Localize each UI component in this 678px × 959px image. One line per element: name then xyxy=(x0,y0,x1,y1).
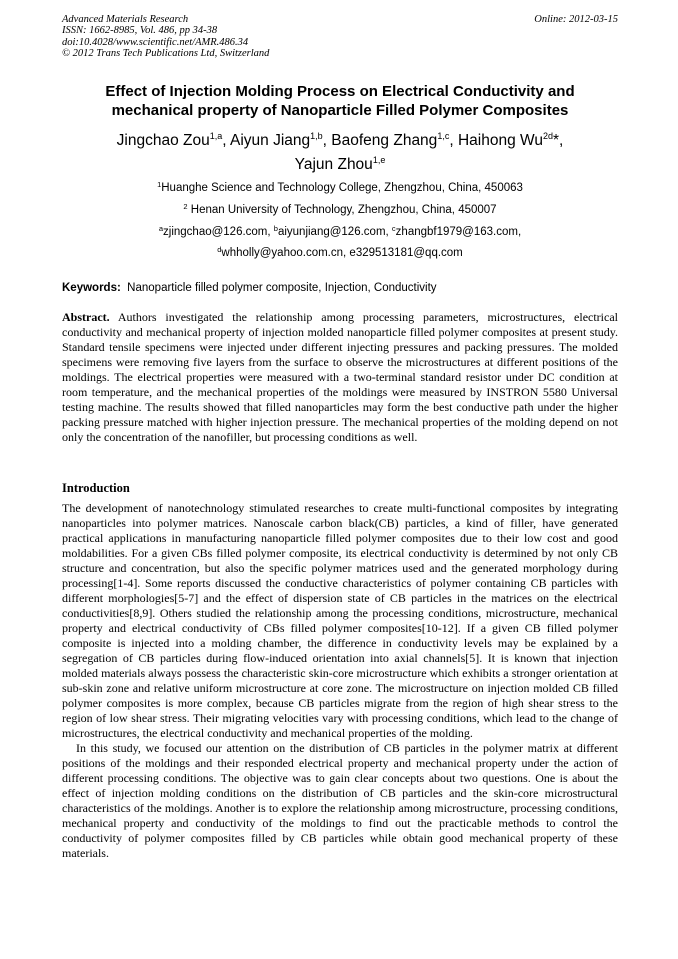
title-line-2: mechanical property of Nanoparticle Filled Polymer Composites xyxy=(111,102,569,119)
author-name: Jingchao Zou xyxy=(116,132,210,149)
email-text: zjingchao@126.com, xyxy=(163,226,274,238)
intro-paragraph-2: In this study, we focused our attention on the distribution of CB particles in the polymer matrix at different positions of the moldings and their responded electrical property and mechanical property under the action of different processing conditions. The objective was to gain clear concepts about two questions. One is about the effect of injection molding conditions on the distribution of CB particles and the skin-core microstructural characteristics of the moldings. Another is to explore the relationship among microstructure, processing conditions, mechanical property and conductivity of the moldings to find out the practicable methods to control the conductivity of polymer composites filled by CB particles while obtain good mechanical property of these materials. xyxy=(62,741,618,860)
affiliation-2 xyxy=(62,203,618,217)
abstract xyxy=(62,310,618,445)
author-affil-sup: 1,b xyxy=(310,131,323,141)
author-name: Baofeng Zhang xyxy=(331,132,438,149)
email-line-2 xyxy=(62,246,618,260)
affiliation-1 xyxy=(62,181,618,195)
keywords-label: Keywords: xyxy=(62,282,121,294)
author-affil-sup: 1,e xyxy=(372,155,386,165)
journal-doi: doi:10.4028/www.scientific.net/AMR.486.34 xyxy=(62,36,249,48)
author-affil-sup: 1,c xyxy=(437,131,450,141)
email-text: whholly@yahoo.com.cn, e329513181@qq.com xyxy=(221,247,463,259)
email-sup: c xyxy=(391,224,396,233)
intro-paragraph-1: The development of nanotechnology stimulated researches to create multi-functional composites by integrating nanoparticles into polymer matrices. Nanoscale carbon black(CB) particles, a kind of filler, have generated practical applications in manufacturing nanoparticle filled polymer composites due to their low cost and good moldabilities. For a given CBs filled polymer composite, its electrical conductivity is determined by not only CB structure and concentration, but also the specific polymer matrices used and the generated morphology during processing[1-4]. Some reports discussed the conductive characteristics of polymer containing CB particles with different morphologies[5-7] and the effect of dispersion state of CB particles in the matrices on the electrical conductivities[8,9]. Others studied the relationship among the processing conditions, microstructure, mechanical property and electrical conductivity of CBs filled polymer composites[10-12]. If a given CB filled polymer composite is injected into a molding chamber, the difference in conductivity levels may be explained by a segregation of CB particles during flow-induced orientation into axial channels[5]. It is known that injection molded materials always possess the characteristic skin-core microstructure which exhibits a stronger orientation at sub-skin zone and relative uniform microstructure at core zone. The microstructure on injection molded CB filled polymer composites is more complex, because CB particles migrate from the region of high shear stress to the region of low shear stress. Their migrating velocities vary with processing conditions, which lead to the change of microstructures, the electrical conductivity and mechanical properties of the molding. xyxy=(62,501,618,740)
email-sup: d xyxy=(217,245,222,254)
journal-name: Advanced Materials Research xyxy=(62,14,189,25)
affiliation-text: Huanghe Science and Technology College, Zhengzhou, China, 450063 xyxy=(161,182,523,194)
affiliation-text: Henan University of Technology, Zhengzhou, China, 450007 xyxy=(187,204,497,216)
email-text: aiyunjiang@126.com, xyxy=(277,226,392,238)
section-heading-introduction: Introduction xyxy=(62,481,130,495)
affiliation-sup: 1 xyxy=(157,180,162,189)
author-name: Haihong Wu xyxy=(457,132,543,149)
author-separator: , xyxy=(449,132,458,149)
keywords xyxy=(62,281,618,295)
abstract-label: Abstract. xyxy=(62,310,110,324)
author-separator: , xyxy=(322,132,332,149)
journal-issn: ISSN: 1662-8985, Vol. 486, pp 34-38 xyxy=(62,25,218,37)
author-separator: , xyxy=(222,132,231,149)
journal-copyright: © 2012 Trans Tech Publications Ltd, Switzerland xyxy=(62,47,270,59)
paper-title xyxy=(62,82,618,120)
online-date: Online: 2012-03-15 xyxy=(534,14,618,25)
affiliation-sup: 2 xyxy=(183,202,188,211)
email-sup: a xyxy=(158,224,164,233)
abstract-text: Authors investigated the relationship among processing parameters, microstructures, electrical conductivity and mechanical property of injection molded nanoparticle filled polymer composites at present study. Standard tensile specimens were injected under different injecting pressures and packing pressures. The molded specimens were removing five layers from the surface to observe the microstructures at different positions of the moldings. The electrical properties were measured with a two-terminal standard resistor under DC condition at room temperature, and the mechanical properties of the moldings were measured by INSTRON 5580 Universal testing machine. The results showed that filled nanoparticles may form the best conductive path under the higher packing pressure matched with higher injection pressure. The mechanical properties of the molding depend on not only the concentration of the nanofiller, but processing conditions as well. xyxy=(62,310,618,444)
introduction-body xyxy=(62,501,618,861)
journal-header xyxy=(62,14,618,59)
author-name: Yajun Zhou xyxy=(294,156,373,173)
email-text: zhangbf1979@163.com, xyxy=(395,226,522,238)
email-line-1 xyxy=(62,225,618,239)
email-sup: b xyxy=(273,224,278,233)
author-name: Aiyun Jiang xyxy=(230,132,311,149)
author-list xyxy=(62,129,618,177)
title-line-1: Effect of Injection Molding Process on Electrical Conductivity and xyxy=(105,83,575,100)
author-separator: *, xyxy=(552,132,564,149)
author-line-2 xyxy=(62,153,618,177)
author-line-1 xyxy=(62,129,618,153)
author-affil-sup: 2d xyxy=(542,131,553,141)
keywords-text: Nanoparticle filled polymer composite, Injection, Conductivity xyxy=(120,282,437,294)
author-affil-sup: 1,a xyxy=(209,131,223,141)
